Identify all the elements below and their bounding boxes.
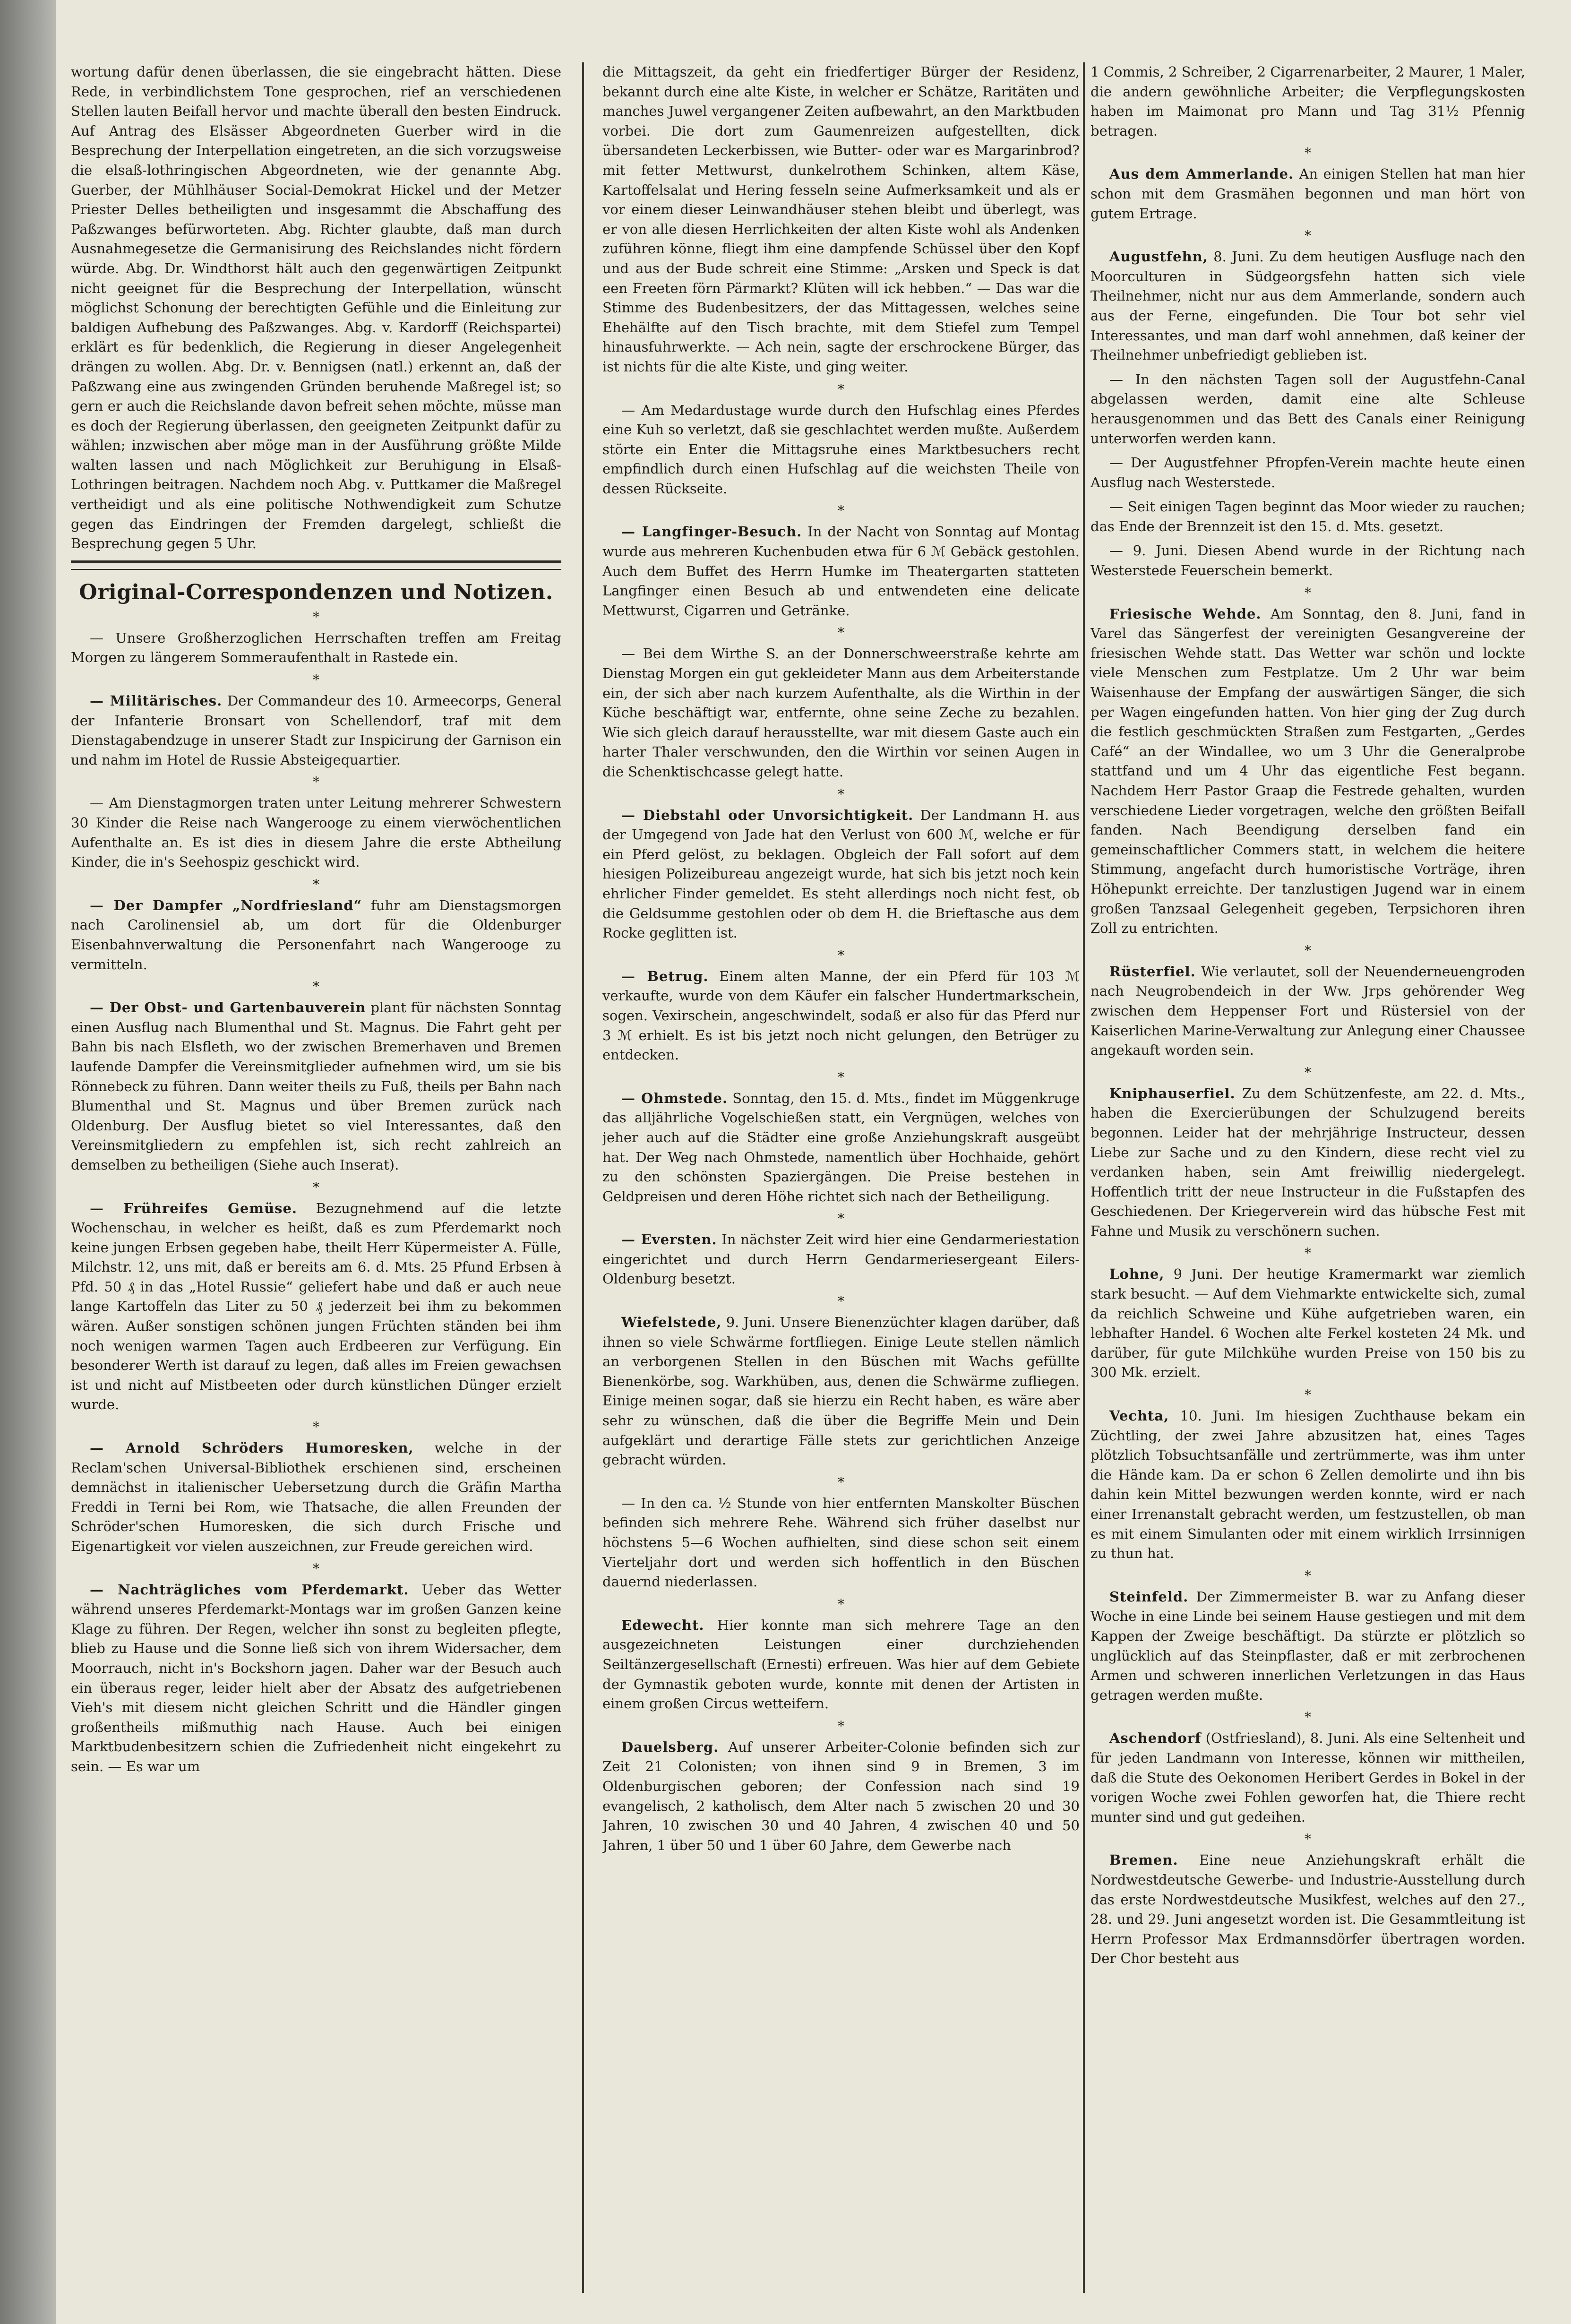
article-paragraph bbox=[71, 1199, 561, 1415]
article-paragraph bbox=[602, 1616, 1080, 1714]
article-headline: Lohne, bbox=[1109, 1266, 1165, 1283]
article-paragraph bbox=[1090, 247, 1525, 365]
separator-asterisk: * bbox=[313, 1179, 319, 1195]
article-text: Ueber das Wetter während unseres Pferdemarkt-Montags war im großen Ganzen keine Klage zu führen. Der Regen, welcher ihn sonst zu begleiten pflegte, blieb zu Hause und die Sonne ließ sich von ihrem Widersacher, dem Moorrauch, nicht in's Bockshorn jagen. Daher war der Besuch auch ein überaus reger, leider hielt aber der Absatz des aufgetriebenen Vieh's mit diesem nicht gleichen Schritt und die Händler gingen großentheils mißmuthig nach Hause. Auch bei einigen Marktbudenbesitzern schien die Zufriedenheit nicht eingekehrt zu sein. — Es war um bbox=[71, 1581, 561, 1774]
article-paragraph bbox=[602, 1738, 1080, 1856]
article-text: Hier konnte man sich mehrere Tage an den ausgezeichneten Leistungen einer durchziehenden Seiltänzergesellschaft (Ernesti) erfreuen. Was hier auf dem Gebiete der Gymnastik geboten wurde, konnte mit denen der Artisten in einem großen Circus wetteifern. bbox=[602, 1617, 1080, 1712]
separator-asterisk: * bbox=[1305, 1245, 1311, 1261]
article-text: 10. Juni. Im hiesigen Zuchthause bekam ein Züchtling, der zwei Jahre abzusitzen hat, eines Tages plötzlich Tobsuchtsanfälle und zertrümmerte, was ihm unter die Hände kam. Da er schon 6 Zellen demolirte und ihn bis dahin kein Mittel bezwungen werden konnte, wird er nach einer Irrenanstalt gebracht werden, um festzustellen, ob man es mit einem Simulanten oder mit einem wirklich Irrsinnigen zu thun hat. bbox=[1090, 1408, 1525, 1562]
article-text: — Am Medardustage wurde durch den Hufschlag eines Pferdes eine Kuh so verletzt, daß sie geschlachtet werden mußte. Außerdem störte ein Enter die Mittagsruhe eines Marktbesuchers recht empfindlich durch einen Hufschlag auf die weichsten Theile von dessen Rückseite. bbox=[602, 402, 1080, 497]
article-paragraph bbox=[602, 1494, 1080, 1592]
article-paragraph bbox=[1090, 370, 1525, 448]
article-text: fuhr am Dienstagsmorgen nach Carolinensiel ab, um dort für die Oldenburger Eisenbahnverwaltung die Personenfahrt nach Wangerooge zu vermitteln. bbox=[71, 897, 561, 973]
separator-asterisk: * bbox=[313, 979, 319, 995]
article-headline: — Arnold Schröders Humoresken, bbox=[90, 1440, 414, 1456]
separator-asterisk: * bbox=[838, 381, 844, 397]
article-paragraph bbox=[71, 793, 561, 872]
separator-asterisk: * bbox=[1305, 228, 1311, 244]
article-text: — In den nächsten Tagen soll der Augustfehn-Canal abgelassen werden, damit eine alte Schleuse herausgenommen und das Bett des Canals einer Reinigung unterworfen werden kann. bbox=[1090, 371, 1525, 447]
separator-asterisk: * bbox=[1305, 1387, 1311, 1403]
article-headline: Aschendorf bbox=[1109, 1730, 1202, 1747]
article-text: — 9. Juni. Diesen Abend wurde in der Richtung nach Westerstede Feuerschein bemerkt. bbox=[1090, 542, 1525, 579]
separator-asterisk: * bbox=[1305, 1567, 1311, 1584]
separator-asterisk: * bbox=[838, 1718, 844, 1734]
article-text: Der Zimmermeister B. war zu Anfang dieser Woche in eine Linde bei seinem Hause gestiegen und mit dem Kappen der Zweige beschäftigt. Da stürzte er plötzlich so unglücklich auf das Steinpflaster, daß er mit zerbrochenen Armen und schweren innerlichen Verletzungen in das Haus getragen werden mußte. bbox=[1090, 1588, 1525, 1703]
article-headline: — Der Obst- und Gartenbauverein bbox=[90, 999, 366, 1016]
article-text: Am Sonntag, den 8. Juni, fand in Varel das Sängerfest der vereinigten Gesangvereine der friesischen Wehde statt. Das Wetter war schön und lockte viele Menschen zum Festplatze. Um 2 Uhr war beim Waisenhause der Empfang der auswärtigen Sänger, die sich per Wagen eingefunden hatten. Von hier ging der Zug durch die festlich geschmückten Straßen zum Festgarten, „Gerdes Café“ an der Windallee, wo um 3 Uhr die Generalprobe stattfand und um 4 Uhr das eigentliche Fest begann. Nachdem Herr Pastor Graap die Festrede gehalten, wurden verschiedene Lieder vorgetragen, welche den größten Beifall fanden. Nach Beendigung derselben fand ein gemeinschaftlicher Commers statt, in welchem die heitere Stimmung, angefacht durch humoristische Vorträge, ihren Höhepunkt erreichte. Der tanzlustigen Jugend war in einem großen Tanzsaal Gelegenheit gegeben, Terpsichoren ihren Zoll zu entrichten. bbox=[1090, 605, 1525, 937]
article-text: — Seit einigen Tagen beginnt das Moor wieder zu rauchen; das Ende der Brennzeit ist den 15. d. Mts. gesetzt. bbox=[1090, 499, 1525, 534]
article-paragraph bbox=[71, 628, 561, 668]
article-text: 8. Juni. Zu dem heutigen Ausfluge nach den Moorculturen in Südgeorgsfehn hatten sich viele Theilnehmer, nicht nur aus dem Ammerlande, sondern auch aus der Ferne, eingefunden. Die Tour bot sehr viel Interessantes, und man darf wohl annehmen, daß keiner der Theilnehmer unbefriedigt geblieben ist. bbox=[1090, 249, 1525, 363]
separator-asterisk: * bbox=[313, 609, 319, 625]
separator-asterisk: * bbox=[313, 876, 319, 892]
separator-asterisk: * bbox=[313, 774, 319, 790]
page-gutter-shadow bbox=[0, 0, 56, 2324]
article-paragraph bbox=[1090, 453, 1525, 492]
article-headline: Augustfehn, bbox=[1109, 249, 1208, 265]
section-rule-thick bbox=[71, 560, 561, 563]
article-text: Der Commandeur des 10. Armeecorps, General der Infanterie Bronsart von Schellendorf, traf mit dem Dienstagabendzuge in unserer Stadt zur Inspicirung der Garnison ein und nahm im Hotel de Russie Absteigequartier. bbox=[71, 693, 561, 768]
column-rule-1 bbox=[582, 62, 584, 2293]
article-paragraph bbox=[602, 522, 1080, 620]
article-headline: Edewecht. bbox=[621, 1617, 704, 1633]
article-headline: Aus dem Ammerlande. bbox=[1109, 166, 1294, 182]
article-text: plant für nächsten Sonntag einen Ausflug nach Blumenthal und St. Magnus. Die Fahrt geht per Bahn bis nach Elsfleth, wo der zwischen Bremerhaven und Bremen laufende Dampfer die Vereinsmitglieder aufnehmen wird, um sie bis Rönnebeck zu führen. Dann weiter theils zu Fuß, theils per Bahn nach Blumenthal und St. Magnus und über Bremen zurück nach Oldenburg. Der Ausflug bietet so viel Interessantes, daß den Vereinsmitgliedern zu empfehlen ist, sich recht zahlreich an demselben zu betheiligen (Siehe auch Inserat). bbox=[71, 999, 561, 1173]
article-paragraph bbox=[71, 691, 561, 770]
article-headline: — Nachträgliches vom Pferdemarkt. bbox=[90, 1581, 409, 1598]
article-text: In nächster Zeit wird hier eine Gendarmeriestation eingerichtet und durch Herrn Gendarmeriesergeant Eilers-Oldenburg besetzt. bbox=[602, 1231, 1080, 1287]
separator-asterisk: * bbox=[313, 672, 319, 688]
article-text: — Bei dem Wirthe S. an der Donnerschweerstraße kehrte am Dienstag Morgen ein gut gekleideter Mann aus dem Arbeiterstande ein, der sich aber nach kurzem Aufenthalte, als die Wirthin in der Küche beschäftigt war, entfernte, ohne seine Zeche zu bezahlen. Wie sich gleich darauf herausstellte, war mit diesem Gaste auch ein harter Thaler verschwunden, den die Wirthin vor seinen Augen in die Schenktischcasse gelegt hatte. bbox=[602, 646, 1080, 780]
article-paragraph bbox=[71, 1438, 561, 1557]
column-rule-2 bbox=[1083, 62, 1085, 2293]
article-text: 9. Juni. Unsere Bienenzüchter klagen darüber, daß ihnen so viele Schwärme fortfliegen. Einige Leute stellen nämlich an verborgenen Stellen in den Büschen mit Wachs gefüllte Bienenkörbe, sog. Warkhüben, aus, denen die Schwärme zufliegen. Einige meinen sogar, daß sie hierzu ein Recht haben, es wäre aber sehr zu wünschen, daß die über die Begriffe Mein und Dein aufgeklärt und derartige Fälle stets zur gerichtlichen Anzeige gebracht würden. bbox=[602, 1314, 1080, 1468]
separator-asterisk: * bbox=[1305, 1064, 1311, 1080]
article-paragraph bbox=[71, 896, 561, 974]
column-2-lead: die Mittagszeit, da geht ein friedfertiger Bürger der Residenz, bekannt durch eine alte Kiste, in welcher er Schätze, Raritäten und manches Juwel vergangener Zeiten aufbewahrt, an den Marktbuden vorbei. Die dort zum Gaumenreizen aufgestellten, dick übersandeten Leckerbissen, wie Butter- oder war es Margarinbrod? mit fetter Mettwurst, dunkelrothem Schinken, altem Käse, Kartoffelsalat und Hering fesseln seine Aufmerksamkeit und als er vor einem dieser Leinwandhäuser stehen bleibt und überlegt, was er von alle diesen Herrlichkeiten der alten Kiste wohl als Andenken zuführen könne, fliegt ihm eine dampfende Schüssel über den Kopf und aus der Bude schreit eine Stimme: „Arsken und Speck is dat een Freeten förn Pärmarkt? Klüten will ick hebben.“ — Das war die Stimme des Budenbesitzers, der das Mittagessen, welches seine Ehehälfte auf den Tisch brachte, mit dem Stiefel zum Tempel hinausfuhrwerkte. — Ach nein, sagte der erschrockene Bürger, das ist nichts für die alte Kiste, und ging weiter. bbox=[602, 64, 1080, 375]
separator-asterisk: * bbox=[838, 1211, 844, 1227]
article-text: — Der Augustfehner Pfropfen-Verein machte heute einen Ausflug nach Westerstede. bbox=[1090, 455, 1525, 491]
article-text: Einem alten Manne, der ein Pferd für 103 ℳ verkaufte, wurde von dem Käufer ein falscher Hundertmarkschein, sogen. Vexirschein, angeschwindelt, sodaß er also für das Pferd nur 3 ℳ erhielt. Es ist bis jetzt noch nicht gelungen, den Betrüger zu entdecken. bbox=[602, 968, 1080, 1063]
article-paragraph bbox=[1090, 1084, 1525, 1241]
article-headline: — Betrug. bbox=[621, 968, 709, 984]
article-paragraph bbox=[1090, 1729, 1525, 1827]
column-1-lead: wortung dafür denen überlassen, die sie eingebracht hätten. Diese Rede, in verbindlichstem Tone gesprochen, rief an verschiedenen Stellen lauten Beifall hervor und machte überall den besten Eindruck. Auf Antrag des Elsässer Abgeordneten Guerber wird in die Besprechung der Interpellation eingetreten, an die sich vorzugsweise die elsaß-lothringischen Abgeordneten, wie der genannte Abg. Guerber, der Mühlhäuser Social-Demokrat Hickel und der Metzer Priester Delles betheiligten und insgesammt die Abschaffung des Paßzwanges befürworteten. Abg. Richter glaubte, daß man durch Ausnahmegesetze die Germanisirung des Reichslandes nicht fördern würde. Abg. Dr. Windthorst hält auch den gegenwärtigen Zeitpunkt nicht geeignet für die Besprechung der Interpellation, wünscht möglichst Schonung der berechtigten Gefühle und die Einleitung zur baldigen Aufhebung des Paßzwanges. Abg. v. Kardorff (Reichspartei) erklärt es für bedenklich, die Regierung in dieser Angelegenheit drängen zu wollen. Abg. Dr. v. Bennigsen (natl.) erkennt an, daß der Paßzwang eine aus zwingenden Gründen beruhende Maßregel ist; so gern er auch die Reichslande davon befreit sehen möchte, müsse man es doch der Regierung überlassen, den geeigneten Zeitpunkt dafür zu wählen; inzwischen aber möge man in der Ausführung größte Milde walten lassen und nach Möglichkeit zur Beruhigung in Elsaß-Lothringen beitragen. Nachdem noch Abg. v. Puttkamer die Maßregel vertheidigt und als eine politische Nothwendigkeit zum Schutze gegen das Eindringen der Fremden dargelegt, schließt die Besprechung gegen 5 Uhr. bbox=[71, 64, 561, 552]
separator-asterisk: * bbox=[1305, 145, 1311, 161]
separator-asterisk: * bbox=[838, 1069, 844, 1085]
article-headline: Steinfeld. bbox=[1109, 1588, 1189, 1605]
article-headline: Kniphauserfiel. bbox=[1109, 1085, 1236, 1102]
article-headline: — Militärisches. bbox=[90, 693, 223, 709]
section-heading: Original-Correspondenzen und Notizen. bbox=[79, 580, 553, 604]
article-paragraph bbox=[1090, 1406, 1525, 1564]
article-text: In der Nacht von Sonntag auf Montag wurde aus mehreren Kuchenbuden etwa für 6 ℳ Gebäck gestohlen. Auch dem Buffet des Herrn Humke im Theatergarten statteten Langfinger einen Besuch ab und entwendeten eine delicate Mettwurst, Cigarren und Getränke. bbox=[602, 524, 1080, 619]
article-headline: — Ohmstede. bbox=[621, 1090, 728, 1106]
article-headline: Dauelsberg. bbox=[621, 1739, 719, 1755]
article-headline: Vechta, bbox=[1109, 1408, 1169, 1424]
article-text: Sonntag, den 15. d. Mts., findet im Müggenkruge das alljährliche Vogelschießen statt, ein Vergnügen, welches von jeher auch auf die Städter eine große Anziehungskraft ausgeübt hat. Der Weg nach Ohmstede, namentlich über Hochhaide, gehört zu den schönsten Spaziergängen. Die Preise bestehen in Geldpreisen und deren Höhe richtet sich nach der Betheiligung. bbox=[602, 1090, 1080, 1205]
article-paragraph bbox=[1090, 541, 1525, 580]
article-paragraph bbox=[602, 1230, 1080, 1289]
article-paragraph bbox=[602, 1313, 1080, 1470]
article-text: (Ostfriesland), 8. Juni. Als eine Seltenheit und für jeden Landmann von Interesse, können wir mittheilen, daß die Stute des Oekonomen Heribert Gerdes in Bokel in der vorigen Woche zwei Fohlen geworfen hat, die Thiere recht munter sind und gut gedeihen. bbox=[1090, 1730, 1525, 1825]
article-paragraph bbox=[602, 401, 1080, 499]
column-2 bbox=[602, 62, 1080, 2293]
separator-asterisk: * bbox=[1305, 1709, 1311, 1725]
article-paragraph bbox=[71, 1580, 561, 1777]
article-paragraph bbox=[602, 806, 1080, 943]
article-paragraph bbox=[1090, 497, 1525, 536]
separator-asterisk: * bbox=[838, 503, 844, 519]
separator-asterisk: * bbox=[838, 947, 844, 963]
article-text: — In den ca. ½ Stunde von hier entfernten Manskolter Büschen befinden sich mehrere Rehe. Während sich früher daselbst nur höchstens 5—6 Wochen aufhielten, sind diese schon seit einem Vierteljahr dort und werden sich hoffentlich in den Büschen dauernd niederlassen. bbox=[602, 1495, 1080, 1590]
separator-asterisk: * bbox=[313, 1560, 319, 1576]
article-headline: — Diebstahl oder Unvorsichtigkeit. bbox=[621, 807, 914, 823]
article-paragraph bbox=[71, 998, 561, 1175]
article-headline: — Eversten. bbox=[621, 1231, 717, 1248]
separator-asterisk: * bbox=[838, 1474, 844, 1490]
article-headline: Rüsterfiel. bbox=[1109, 963, 1196, 980]
separator-asterisk: * bbox=[838, 786, 844, 802]
article-text: Wie verlautet, soll der Neuenderneuengroden nach Neugrobendeich in der Ww. Jrps gehörender Weg zwischen dem Heppenser Fort und Rüstersiel von der Kaiserlichen Marine-Verwaltung zur Anlegung einer Chaussee angekauft worden sein. bbox=[1090, 963, 1525, 1059]
separator-asterisk: * bbox=[1305, 585, 1311, 601]
article-headline: Wiefelstede, bbox=[621, 1314, 722, 1331]
article-paragraph bbox=[1090, 164, 1525, 224]
article-paragraph bbox=[1090, 1587, 1525, 1705]
article-text: Bezugnehmend auf die letzte Wochenschau, in welcher es heißt, daß es zum Pferdemarkt noch keine jungen Erbsen gegeben habe, theilt Herr Küpermeister A. Fülle, Milchstr. 12, uns mit, daß er bereits am 6. d. Mts. 25 Pfund Erbsen à Pfd. 50 ₰ in das „Hotel Russie“ geliefert habe und daß er auch neue lange Kartoffeln das Liter zu 50 ₰ jederzeit bei ihm zu bekommen wären. Außer sonstigen schönen jungen Früchten ständen bei ihm noch wenigen warmen Tagen auch Erdbeeren zur Verfügung. Ein besonderer Werth ist darauf zu legen, daß alles im Freien gewachsen ist und nicht auf Mistbeeten oder durch künstlichen Dünger erzielt wurde. bbox=[71, 1200, 561, 1413]
article-paragraph bbox=[602, 967, 1080, 1065]
article-text: Zu dem Schützenfeste, am 22. d. Mts., haben die Exercierübungen der Schulzugend bereits begonnen. Leider hat der mehrjährige Instructeur, dessen Liebe zur Sache und zu den Kindern, diese recht viel zu verdanken haben, sein Amt freiwillig niedergelegt. Hoffentlich tritt der neue Instructeur in die Fußstapfen des Geschiedenen. Der Kriegerverein wird das hübsche Fest mit Fahne und Musik zu verschönern suchen. bbox=[1090, 1085, 1525, 1239]
article-headline: — Langfinger-Besuch. bbox=[621, 524, 802, 540]
article-headline: — Frühreifes Gemüse. bbox=[90, 1200, 297, 1216]
article-text: — Am Dienstagmorgen traten unter Leitung mehrerer Schwestern 30 Kinder die Reise nach Wangerooge zu einem vierwöchentlichen Aufenthalte an. Es ist dies in diesem Jahre die erste Abtheilung Kinder, die in's Seehospiz geschickt wird. bbox=[71, 795, 561, 870]
article-paragraph bbox=[1090, 1851, 1525, 1969]
article-paragraph bbox=[1090, 1265, 1525, 1383]
separator-asterisk: * bbox=[313, 1419, 319, 1435]
article-text: — Unsere Großherzoglichen Herrschaften treffen am Freitag Morgen zu längerem Sommeraufenthalt in Rastede ein. bbox=[71, 629, 561, 666]
column-3-lead: 1 Commis, 2 Schreiber, 2 Cigarrenarbeiter, 2 Maurer, 1 Maler, die andern gewöhnliche Arbeiter; die Verpflegungskosten haben im Maimonat pro Mann und Tag 31½ Pfennig betragen. bbox=[1090, 64, 1525, 139]
separator-asterisk: * bbox=[1305, 942, 1311, 958]
article-paragraph bbox=[1090, 604, 1525, 938]
separator-asterisk: * bbox=[838, 625, 844, 641]
article-text: welche in der Reclam'schen Universal-Bibliothek erschienen sind, erscheinen demnächst in italienischer Uebersetzung durch die Gräfin Martha Freddi in Terni bei Rom, wie Thatsache, die allen Freunden der Schröder'schen Humoresken, die sich durch Frische und Eigenartigkeit vor vielen auszeichnen, zur Freude gereichen wird. bbox=[71, 1440, 561, 1554]
separator-asterisk: * bbox=[838, 1293, 844, 1309]
column-3 bbox=[1090, 62, 1525, 2293]
column-2-articles bbox=[602, 382, 1080, 1856]
column-1-articles bbox=[71, 610, 561, 1777]
article-text: 9 Juni. Der heutige Kramermarkt war ziemlich stark besucht. — Auf dem Viehmarkte entwickelte sich, zumal da reichlich Schweine und Kühe aufgetrieben waren, ein lebhafter Handel. 6 Wochen alte Ferkel kosteten 24 Mk. und darüber, für gute Milchkühe wurden Preise von 150 bis zu 300 Mk. erzielt. bbox=[1090, 1266, 1525, 1381]
column-3-articles bbox=[1090, 146, 1525, 1969]
article-headline: Friesische Wehde. bbox=[1109, 605, 1262, 622]
article-headline: — Der Dampfer „Nordfriesland“ bbox=[90, 897, 362, 913]
article-text: Der Landmann H. aus der Umgegend von Jade hat den Verlust von 600 ℳ, welche er für ein Pferd gelöst, zu beklagen. Obgleich der Fall sofort auf dem hiesigen Polizeibureau angezeigt wurde, hat sich bis jetzt noch kein ehrlicher Finder gemeldet. Es steht allerdings noch nicht fest, ob die Geldsumme gestohlen oder ob dem H. die Brieftasche aus dem Rocke geglitten ist. bbox=[602, 807, 1080, 941]
separator-asterisk: * bbox=[838, 1596, 844, 1612]
separator-asterisk: * bbox=[1305, 1831, 1311, 1847]
article-paragraph bbox=[1090, 962, 1525, 1060]
article-text: An einigen Stellen hat man hier schon mit dem Grasmähen begonnen und man hört von gutem Ertrage. bbox=[1090, 166, 1525, 222]
section-rule-thin bbox=[71, 569, 561, 570]
article-text: Eine neue Anziehungskraft erhält die Nordwestdeutsche Gewerbe- und Industrie-Ausstellung durch das erste Nordwestdeutsche Musikfest, welches auf den 27., 28. und 29. Juni angesetzt worden ist. Die Gesammtleitung ist Herrn Professor Max Erdmannsdörfer übertragen worden. Der Chor besteht aus bbox=[1090, 1852, 1525, 1967]
article-headline: Bremen. bbox=[1109, 1852, 1178, 1868]
column-1 bbox=[71, 62, 561, 2293]
article-text: Auf unserer Arbeiter-Colonie befinden sich zur Zeit 21 Colonisten; von ihnen sind 9 in Bremen, 3 im Oldenburgischen geboren; der Confession nach sind 19 evangelisch, 2 katholisch, dem Alter nach 5 zwischen 20 und 30 Jahren, 10 zwischen 30 und 40 Jahren, 4 zwischen 40 und 50 Jahren, 1 über 50 und 1 über 60 Jahre, dem Gewerbe nach bbox=[602, 1739, 1080, 1853]
article-paragraph bbox=[602, 644, 1080, 782]
article-paragraph bbox=[602, 1089, 1080, 1207]
